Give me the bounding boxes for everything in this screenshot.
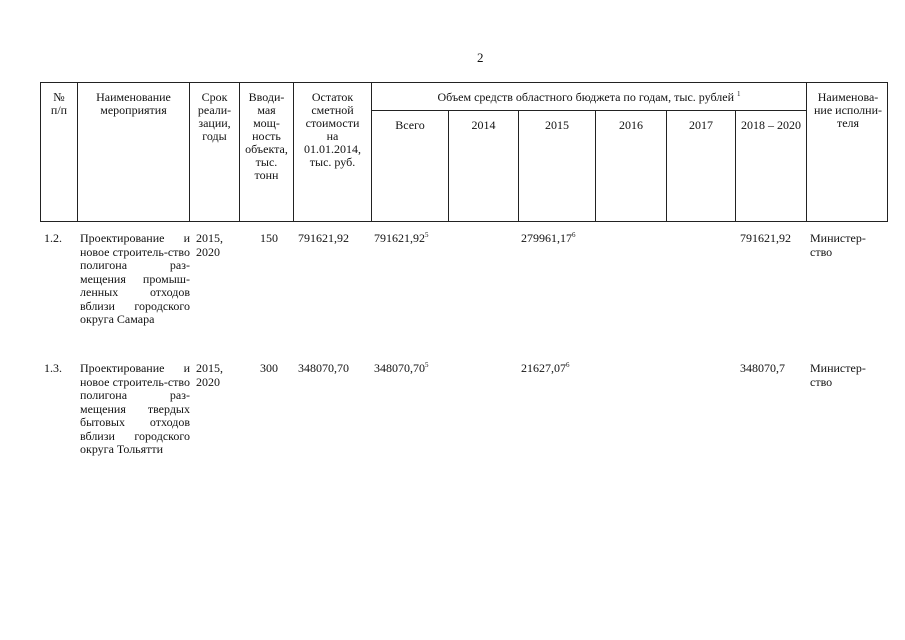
header-capacity: Вводи- мая мощ- ность объекта, тыс. тонн bbox=[245, 90, 288, 182]
row-remainder: 791621,92 bbox=[298, 231, 349, 245]
header-year-total: Всего bbox=[395, 118, 425, 132]
header-year-2017: 2017 bbox=[689, 118, 713, 132]
header-budget-group-text: Объем средств областного бюджета по годам, тыс. рублей bbox=[437, 90, 734, 104]
row-num: 1.2. bbox=[44, 231, 62, 245]
row-total-note: 5 bbox=[425, 361, 429, 369]
header-year-2015: 2015 bbox=[545, 118, 569, 132]
row-2015-note: 6 bbox=[566, 361, 570, 369]
row-total bbox=[374, 362, 429, 376]
row-2018-2020: 348070,7 bbox=[740, 361, 785, 375]
header-name: Наименование мероприятия bbox=[96, 90, 171, 117]
row-total-value: 791621,92 bbox=[374, 231, 425, 245]
row-executor: Министер- ство bbox=[810, 361, 866, 389]
row-name: Проектирование и новое строитель-ство полигона раз-мещения промыш-ленных отходов вблизи городского округа Самара bbox=[80, 231, 190, 326]
row-term: 2015, 2020 bbox=[196, 231, 223, 259]
row-2018-2020: 791621,92 bbox=[740, 231, 791, 245]
header-year-2018-2020: 2018 – 2020 bbox=[741, 118, 801, 132]
row-name: Проектирование и новое строитель-ство полигона раз-мещения твердых бытовых отходов вблизи городского округа Тольятти bbox=[80, 361, 190, 456]
header-year-2016: 2016 bbox=[619, 118, 643, 132]
header-term: Срок реали- зации, годы bbox=[197, 90, 232, 143]
header-year-2014: 2014 bbox=[471, 118, 496, 132]
row-total-note: 5 bbox=[425, 231, 429, 239]
row-2015-note: 6 bbox=[572, 231, 576, 239]
header-remainder: Остаток сметной стоимости на 01.01.2014, тыс. руб. bbox=[304, 90, 361, 169]
row-2015 bbox=[521, 362, 570, 376]
row-2015-value: 21627,07 bbox=[521, 361, 566, 375]
row-num: 1.3. bbox=[44, 361, 62, 375]
row-capacity: 150 bbox=[260, 231, 278, 245]
row-executor: Министер- ство bbox=[810, 231, 866, 259]
row-total-value: 348070,70 bbox=[374, 361, 425, 375]
row-term: 2015, 2020 bbox=[196, 361, 223, 389]
row-2015-value: 279961,17 bbox=[521, 231, 572, 245]
row-remainder: 348070,70 bbox=[298, 361, 349, 375]
header-budget-note: 1 bbox=[737, 90, 741, 98]
header-budget-group bbox=[372, 91, 806, 104]
header-executor: Наименова- ние исполни- теля bbox=[813, 90, 882, 130]
header-num: № п/п bbox=[50, 90, 68, 117]
row-2015 bbox=[521, 232, 576, 246]
row-total bbox=[374, 232, 429, 246]
page-number: 2 bbox=[477, 50, 484, 65]
row-capacity: 300 bbox=[260, 361, 278, 375]
table-header bbox=[40, 82, 888, 222]
